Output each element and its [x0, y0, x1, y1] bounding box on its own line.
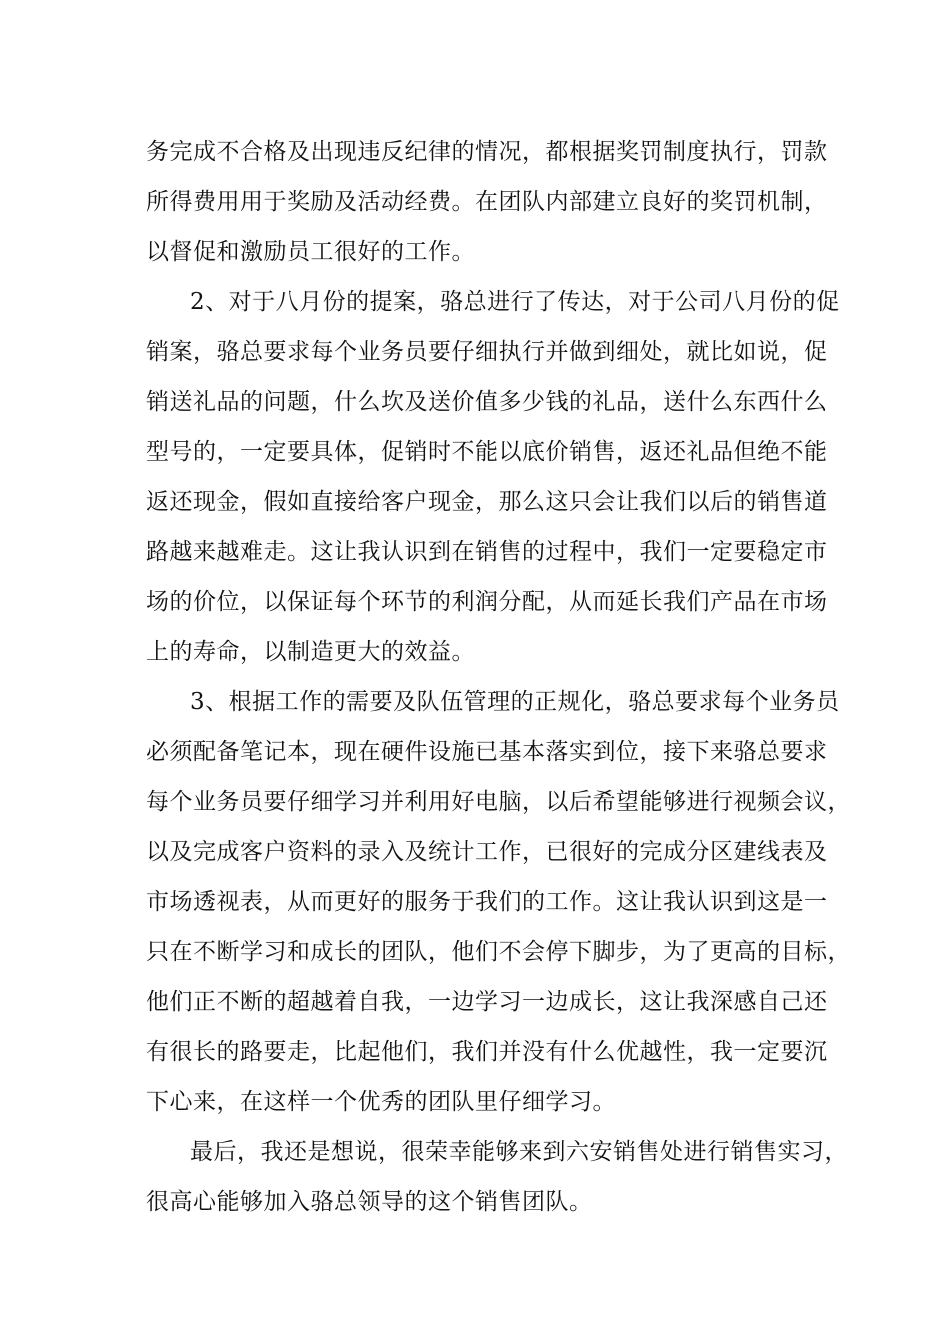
text-line: 路越来越难走。这让我认识到在销售的过程中，我们一定要稳定市 — [146, 539, 828, 565]
text-line: 最后，我还是想说，很荣幸能够来到六安销售处进行销售实习， — [190, 1139, 848, 1165]
text-line: 下心来，在这样一个优秀的团队里仔细学习。 — [146, 1089, 616, 1115]
text-line: 每个业务员要仔细学习并利用好电脑，以后希望能够进行视频会议， — [146, 789, 851, 815]
text-line: 销案，骆总要求每个业务员要仔细执行并做到细处，就比如说，促 — [146, 339, 828, 365]
text-line: 有很长的路要走，比起他们，我们并没有什么优越性，我一定要沉 — [146, 1039, 828, 1065]
text-line: 以及完成客户资料的录入及统计工作，已很好的完成分区建线表及 — [146, 839, 828, 865]
text-line: 只在不断学习和成长的团队，他们不会停下脚步，为了更高的目标， — [146, 939, 851, 965]
text-line: 以督促和激励员工很好的工作。 — [146, 239, 475, 265]
text-line: 务完成不合格及出现违反纪律的情况，都根据奖罚制度执行，罚款 — [146, 139, 828, 165]
text-line: 很高心能够加入骆总领导的这个销售团队。 — [146, 1189, 593, 1215]
text-line: 3、根据工作的需要及队伍管理的正规化，骆总要求每个业务员 — [190, 689, 840, 715]
text-line: 型号的，一定要具体，促销时不能以底价销售，返还礼品但绝不能 — [146, 439, 828, 465]
text-line: 市场透视表，从而更好的服务于我们的工作。这让我认识到这是一 — [146, 889, 828, 915]
text-line: 上的寿命，以制造更大的效益。 — [146, 639, 475, 665]
text-line: 场的价位，以保证每个环节的利润分配，从而延长我们产品在市场 — [146, 589, 828, 615]
text-line: 返还现金，假如直接给客户现金，那么这只会让我们以后的销售道 — [146, 489, 828, 515]
text-line: 所得费用用于奖励及活动经费。在团队内部建立良好的奖罚机制， — [146, 189, 828, 215]
text-line: 必须配备笔记本，现在硬件设施已基本落实到位，接下来骆总要求 — [146, 739, 828, 765]
text-line: 他们正不断的超越着自我，一边学习一边成长，这让我深感自己还 — [146, 989, 828, 1015]
text-line: 2、对于八月份的提案，骆总进行了传达，对于公司八月份的促 — [190, 289, 840, 315]
text-line: 销送礼品的问题，什么坎及送价值多少钱的礼品，送什么东西什么 — [146, 389, 828, 415]
